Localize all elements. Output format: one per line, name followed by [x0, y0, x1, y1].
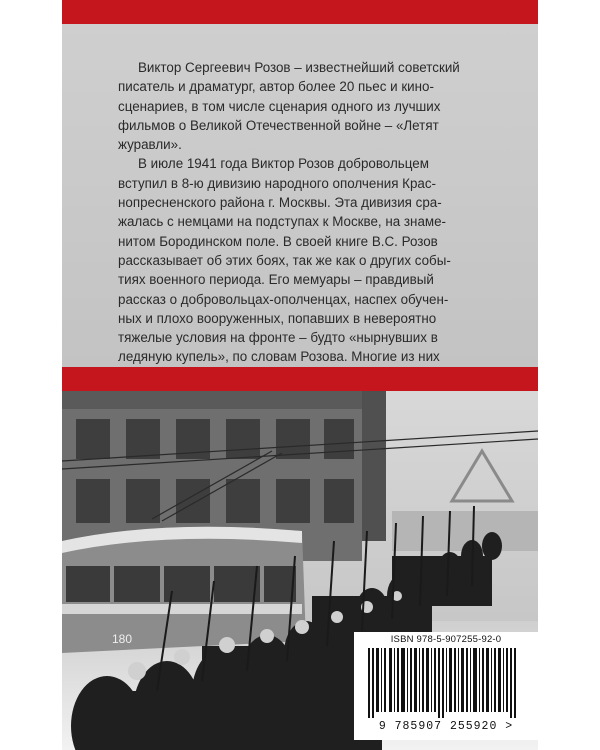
p2-line: нитом Бородинском поле. В своей книге В.С. Розов	[118, 233, 438, 249]
isbn-label: ISBN 978-5-907255-92-0	[390, 634, 502, 645]
isbn-barcode	[354, 632, 538, 740]
p1-line: фильмов о Великой Отечественной войне – «Летят	[118, 117, 439, 133]
top-red-band	[62, 0, 538, 24]
book-back-cover	[62, 0, 538, 750]
p2-line: ных и плохо вооруженных, попавших в невероятно	[118, 310, 437, 326]
annotation-paragraph-2	[118, 154, 482, 386]
p2-line: тиях военного периода. Его мемуары – правдивый	[118, 272, 434, 288]
p1-line: сценариев, в том числе сценария одного из лучших	[118, 98, 441, 114]
p1-line: писатель и драматург, автор более 20 пьес и кино-	[118, 79, 434, 95]
p2-line: ледяную купель», по словам Розова. Многие из них	[118, 349, 440, 365]
middle-red-band	[62, 367, 538, 391]
p1-line: Виктор Сергеевич Розов – известнейший советский	[138, 60, 460, 75]
p2-line: В июле 1941 года Виктор Розов добровольцем	[138, 156, 429, 172]
tram-number: 180	[112, 632, 133, 646]
annotation-text	[118, 58, 482, 386]
p2-line: рассказ о добровольцах-ополченцах, наспех обучен-	[118, 291, 449, 307]
p2-line: вступил в 8-ю дивизию народного ополчения Крас-	[118, 175, 437, 191]
p2-line: жалась с немцами на подступах к Москве, на знаме-	[118, 214, 447, 230]
annotation-panel	[62, 24, 538, 367]
p2-line: нопресненского района г. Москвы. Эта дивизия сра-	[118, 195, 442, 211]
barcode-digits: 9 785907 255920 >	[378, 720, 514, 733]
annotation-paragraph-1	[118, 58, 482, 154]
p2-line: тяжелые условия на фронте – будто «нырнувших в	[118, 330, 438, 346]
p2-line: рассказывает об этих боях, так же как о других собы-	[118, 252, 451, 268]
p1-line: журавли».	[118, 137, 182, 153]
barcode-bars	[368, 648, 524, 718]
